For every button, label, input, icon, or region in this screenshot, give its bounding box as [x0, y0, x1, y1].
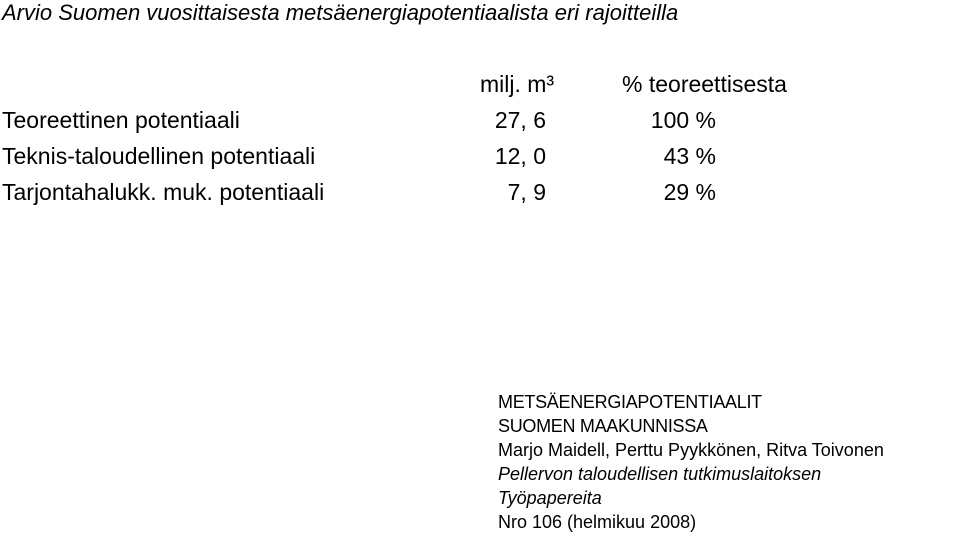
- row-value: 27, 6: [494, 107, 546, 133]
- row-label: Tarjontahalukk. muk. potentiaali: [2, 179, 325, 205]
- row-percent: 29 %: [663, 179, 716, 205]
- row-label: Teknis-taloudellinen potentiaali: [2, 143, 316, 169]
- row-label: Teoreettinen potentiaali: [2, 107, 240, 133]
- column-header-unit: milj. m³: [480, 71, 555, 97]
- page-title: Arvio Suomen vuosittaisesta metsäenergiapotentiaalista eri rajoitteilla: [2, 0, 679, 25]
- row-value: 7, 9: [507, 179, 546, 205]
- column-header-percent: % teoreettisesta: [622, 71, 787, 97]
- source-authors: Marjo Maidell, Perttu Pyykkönen, Ritva Toivonen: [498, 440, 884, 460]
- source-title-line-1: METSÄENERGIAPOTENTIAALIT: [498, 392, 762, 412]
- row-percent: 43 %: [663, 143, 716, 169]
- source-citation: [498, 390, 884, 534]
- row-value: 12, 0: [494, 143, 546, 169]
- source-series: Työpapereita: [498, 488, 602, 508]
- source-institute: Pellervon taloudellisen tutkimuslaitoksen: [498, 464, 822, 484]
- source-title-line-2: SUOMEN MAAKUNNISSA: [498, 416, 708, 436]
- row-percent: 100 %: [650, 107, 716, 133]
- source-number: Nro 106 (helmikuu 2008): [498, 512, 697, 532]
